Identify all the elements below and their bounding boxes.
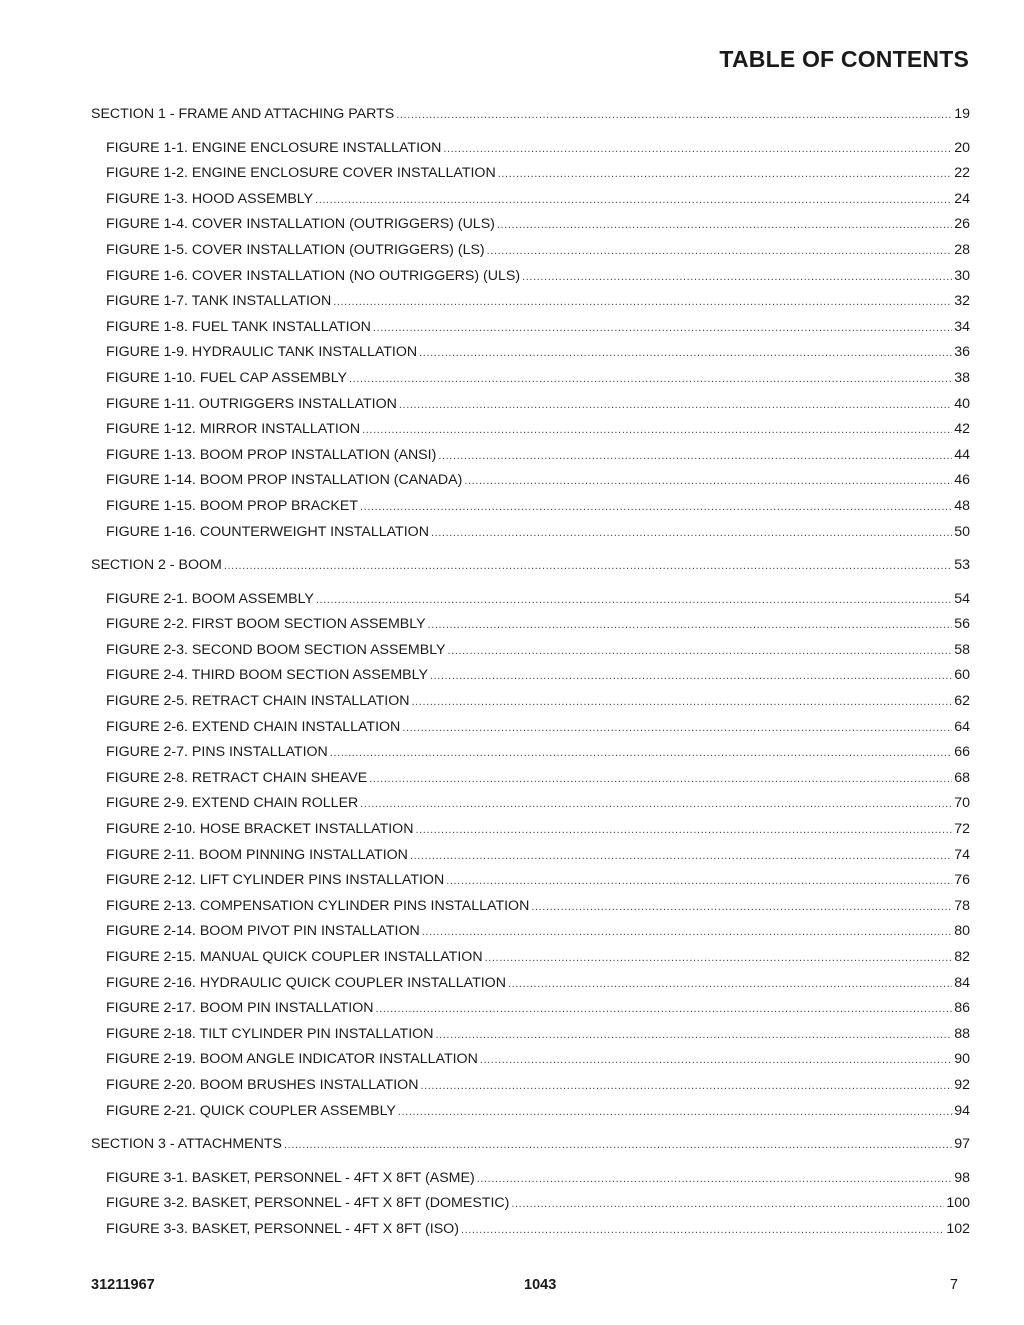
toc-entry-label: FIGURE 2-19. BOOM ANGLE INDICATOR INSTALLATION xyxy=(106,1051,478,1068)
dot-leader xyxy=(477,1173,953,1185)
dot-leader xyxy=(360,798,952,810)
toc-entry-label: FIGURE 2-21. QUICK COUPLER ASSEMBLY xyxy=(106,1102,396,1119)
toc-entry-page: 58 xyxy=(954,641,970,658)
dot-leader xyxy=(369,773,952,785)
toc-entry-label: FIGURE 2-15. MANUAL QUICK COUPLER INSTALLATION xyxy=(106,949,483,965)
toc-entry-label: FIGURE 3-3. BASKET, PERSONNEL - 4FT X 8FT (ISO) xyxy=(106,1220,459,1237)
dot-leader xyxy=(420,1080,952,1092)
toc-figure-entry[interactable] xyxy=(91,447,970,473)
dot-leader xyxy=(333,296,952,308)
toc-entry-label: FIGURE 1-11. OUTRIGGERS INSTALLATION xyxy=(106,395,397,412)
toc-entry-page: 78 xyxy=(954,897,970,914)
dot-leader xyxy=(399,399,952,411)
toc-figure-entry[interactable] xyxy=(91,1051,970,1077)
dot-leader xyxy=(362,424,952,436)
dot-leader xyxy=(402,722,952,734)
toc-entry-label: FIGURE 2-12. LIFT CYLINDER PINS INSTALLATION xyxy=(106,872,445,889)
toc-figure-entry[interactable] xyxy=(91,667,970,693)
toc-entry-page: 46 xyxy=(954,472,970,489)
toc-figure-entry[interactable] xyxy=(91,847,970,873)
dot-leader xyxy=(396,109,952,121)
toc-entry-label: FIGURE 2-9. EXTEND CHAIN ROLLER xyxy=(106,795,359,812)
toc-entry-label: FIGURE 3-2. BASKET, PERSONNEL - 4FT X 8FT (DOMESTIC) xyxy=(106,1195,510,1212)
dot-leader xyxy=(415,824,952,836)
dot-leader xyxy=(360,501,952,513)
toc-entry-page: 94 xyxy=(954,1102,970,1119)
toc-entry-label: FIGURE 1-4. COVER INSTALLATION (OUTRIGGERS) (ULS) xyxy=(106,216,495,233)
toc-entry-label: FIGURE 2-20. BOOM BRUSHES INSTALLATION xyxy=(106,1076,419,1093)
toc-entry-page: 42 xyxy=(954,421,970,438)
toc-figure-entry[interactable] xyxy=(91,872,970,898)
dot-leader xyxy=(428,619,953,631)
dot-leader xyxy=(376,1003,953,1015)
toc-entry-label: FIGURE 2-11. BOOM PINNING INSTALLATION xyxy=(106,846,408,863)
toc-entry-page: 98 xyxy=(954,1169,970,1186)
toc-entry-page: 32 xyxy=(954,293,970,310)
dot-leader xyxy=(522,271,952,283)
toc-entry-page: 86 xyxy=(954,1000,970,1017)
toc-entry-label: FIGURE 1-1. ENGINE ENCLOSURE INSTALLATION xyxy=(106,139,442,156)
toc-figure-entry[interactable] xyxy=(91,140,970,166)
toc-entry-label: FIGURE 1-6. COVER INSTALLATION (NO OUTRIGGERS) (ULS) xyxy=(106,267,521,284)
dot-leader xyxy=(485,952,953,964)
toc-entry-label: FIGURE 1-16. COUNTERWEIGHT INSTALLATION xyxy=(106,523,429,540)
toc-figure-entry[interactable] xyxy=(91,693,970,719)
dot-leader xyxy=(224,560,952,572)
toc-figure-entry[interactable] xyxy=(91,795,970,821)
toc-entry-page: 66 xyxy=(954,744,970,761)
toc-entry-page: 44 xyxy=(954,446,970,463)
toc-entry-label: FIGURE 2-6. EXTEND CHAIN INSTALLATION xyxy=(106,718,401,735)
dot-leader xyxy=(373,322,952,334)
toc-entry-label: FIGURE 1-8. FUEL TANK INSTALLATION xyxy=(106,318,371,335)
toc-figure-entry[interactable] xyxy=(91,1077,970,1103)
dot-leader xyxy=(511,1198,944,1210)
toc-entry-label: FIGURE 3-1. BASKET, PERSONNEL - 4FT X 8FT (ASME) xyxy=(106,1169,475,1186)
dot-leader xyxy=(284,1139,952,1151)
toc-entry-page: 62 xyxy=(954,693,970,710)
toc-section-entry[interactable] xyxy=(91,1136,970,1162)
dot-leader xyxy=(435,1029,952,1041)
toc-figure-entry[interactable] xyxy=(91,421,970,447)
toc-entry-page: 72 xyxy=(954,821,970,838)
dot-leader xyxy=(464,475,952,487)
dot-leader xyxy=(487,245,953,257)
toc-figure-entry[interactable] xyxy=(91,770,970,796)
toc-figure-entry[interactable] xyxy=(91,923,970,949)
dot-leader xyxy=(508,978,952,990)
dot-leader xyxy=(315,194,952,206)
toc-entry-label: FIGURE 2-16. HYDRAULIC QUICK COUPLER INSTALLATION xyxy=(106,974,506,991)
toc-figure-entry[interactable] xyxy=(91,1000,970,1026)
toc-entry-page: 68 xyxy=(954,769,970,786)
toc-figure-entry[interactable] xyxy=(91,524,970,550)
toc-entry-label: SECTION 3 - ATTACHMENTS xyxy=(91,1136,283,1153)
dot-leader xyxy=(431,527,952,539)
toc-entry-label: FIGURE 1-9. HYDRAULIC TANK INSTALLATION xyxy=(106,344,418,361)
toc-figure-entry[interactable] xyxy=(91,591,970,617)
toc-figure-entry[interactable] xyxy=(91,242,970,268)
toc-figure-entry[interactable] xyxy=(91,821,970,847)
toc-entry-label: FIGURE 1-10. FUEL CAP ASSEMBLY xyxy=(106,369,348,386)
toc-figure-entry[interactable] xyxy=(91,1170,970,1196)
dot-leader xyxy=(448,645,953,657)
toc-figure-entry[interactable] xyxy=(91,975,970,1001)
toc-entry-page: 76 xyxy=(954,872,970,889)
toc-figure-entry[interactable] xyxy=(91,642,970,668)
toc-entry-page: 20 xyxy=(954,139,970,156)
toc-entry-page: 88 xyxy=(954,1025,970,1042)
toc-figure-entry[interactable] xyxy=(91,293,970,319)
page-title: TABLE OF CONTENTS xyxy=(719,46,969,72)
toc-figure-entry[interactable] xyxy=(91,1195,970,1221)
toc-figure-entry[interactable] xyxy=(91,370,970,396)
toc-figure-entry[interactable] xyxy=(91,898,970,924)
toc-entry-label: FIGURE 1-14. BOOM PROP INSTALLATION (CANADA) xyxy=(106,472,463,489)
toc-entry-page: 100 xyxy=(946,1195,970,1212)
toc-entry-label: FIGURE 2-8. RETRACT CHAIN SHEAVE xyxy=(106,769,368,786)
toc-entry-label: FIGURE 1-12. MIRROR INSTALLATION xyxy=(106,421,361,438)
toc-entry-label: FIGURE 2-1. BOOM ASSEMBLY xyxy=(106,590,314,607)
toc-entry-label: FIGURE 2-7. PINS INSTALLATION xyxy=(106,744,328,761)
toc-entry-label: FIGURE 2-4. THIRD BOOM SECTION ASSEMBLY xyxy=(106,667,428,684)
toc-entry-page: 40 xyxy=(954,395,970,412)
toc-entry-label: SECTION 2 - BOOM xyxy=(91,557,222,574)
toc-entry-page: 53 xyxy=(954,557,970,574)
toc-figure-entry[interactable] xyxy=(91,744,970,770)
page-footer xyxy=(91,1277,970,1297)
toc-entry-label: FIGURE 2-5. RETRACT CHAIN INSTALLATION xyxy=(106,693,410,710)
toc-entry-page: 22 xyxy=(954,165,970,182)
toc-entry-label: SECTION 1 - FRAME AND ATTACHING PARTS xyxy=(91,106,395,122)
toc-entry-page: 50 xyxy=(954,523,970,540)
toc-figure-entry[interactable] xyxy=(91,472,970,498)
toc-figure-entry[interactable] xyxy=(91,396,970,422)
toc-entry-page: 82 xyxy=(954,949,970,965)
toc-entry-page: 64 xyxy=(954,718,970,735)
toc-entry-page: 90 xyxy=(954,1051,970,1068)
toc-entry-page: 74 xyxy=(954,846,970,863)
toc-entry-label: FIGURE 1-15. BOOM PROP BRACKET xyxy=(106,497,359,514)
toc-entry-label: FIGURE 1-13. BOOM PROP INSTALLATION (ANSI) xyxy=(106,446,437,463)
toc-figure-entry[interactable] xyxy=(91,165,970,191)
dot-leader xyxy=(438,450,952,462)
toc-figure-entry[interactable] xyxy=(91,1103,970,1129)
document-number: 31211967 xyxy=(91,1277,155,1293)
toc-figure-entry[interactable] xyxy=(91,268,970,294)
toc-figure-entry[interactable] xyxy=(91,319,970,345)
toc-entry-page: 70 xyxy=(954,795,970,812)
dot-leader xyxy=(419,347,952,359)
toc-figure-entry[interactable] xyxy=(91,344,970,370)
dot-leader xyxy=(461,1224,944,1236)
toc-entry-label: FIGURE 2-3. SECOND BOOM SECTION ASSEMBLY xyxy=(106,641,446,658)
toc-entry-page: 38 xyxy=(954,369,970,386)
dot-leader xyxy=(349,373,952,385)
page-number: 7 xyxy=(949,1277,958,1293)
toc-figure-entry[interactable] xyxy=(91,191,970,217)
table-of-contents xyxy=(91,106,970,1247)
toc-entry-page: 34 xyxy=(954,318,970,335)
toc-entry-page: 24 xyxy=(954,190,970,207)
dot-leader xyxy=(498,168,953,180)
toc-figure-entry[interactable] xyxy=(91,498,970,524)
toc-entry-page: 19 xyxy=(954,106,970,122)
toc-entry-label: FIGURE 2-13. COMPENSATION CYLINDER PINS INSTALLATION xyxy=(106,897,530,914)
dot-leader xyxy=(422,926,952,938)
dot-leader xyxy=(412,696,953,708)
toc-entry-label: FIGURE 2-17. BOOM PIN INSTALLATION xyxy=(106,1000,374,1017)
toc-entry-page: 60 xyxy=(954,667,970,684)
dot-leader xyxy=(430,670,952,682)
toc-figure-entry[interactable] xyxy=(91,616,970,642)
dot-leader xyxy=(410,850,952,862)
toc-figure-entry[interactable] xyxy=(91,949,970,975)
toc-entry-page: 56 xyxy=(954,616,970,633)
toc-entry-label: FIGURE 2-2. FIRST BOOM SECTION ASSEMBLY xyxy=(106,616,426,633)
toc-entry-page: 48 xyxy=(954,497,970,514)
toc-entry-page: 26 xyxy=(954,216,970,233)
toc-section-entry[interactable] xyxy=(91,106,970,132)
dot-leader xyxy=(497,219,952,231)
toc-figure-entry[interactable] xyxy=(91,1221,970,1247)
toc-entry-page: 54 xyxy=(954,590,970,607)
toc-entry-page: 102 xyxy=(946,1220,970,1237)
toc-entry-page: 28 xyxy=(954,241,970,258)
toc-figure-entry[interactable] xyxy=(91,1026,970,1052)
toc-entry-label: FIGURE 2-18. TILT CYLINDER PIN INSTALLATION xyxy=(106,1025,434,1042)
toc-entry-page: 36 xyxy=(954,344,970,361)
toc-entry-label: FIGURE 2-10. HOSE BRACKET INSTALLATION xyxy=(106,821,414,838)
toc-entry-page: 80 xyxy=(954,923,970,940)
dot-leader xyxy=(531,901,952,913)
toc-entry-label: FIGURE 1-2. ENGINE ENCLOSURE COVER INSTALLATION xyxy=(106,165,496,182)
toc-entry-page: 30 xyxy=(954,267,970,284)
toc-entry-page: 92 xyxy=(954,1076,970,1093)
toc-entry-page: 84 xyxy=(954,974,970,991)
toc-figure-entry[interactable] xyxy=(91,216,970,242)
toc-entry-label: FIGURE 1-5. COVER INSTALLATION (OUTRIGGERS) (LS) xyxy=(106,241,485,258)
toc-entry-label: FIGURE 2-14. BOOM PIVOT PIN INSTALLATION xyxy=(106,923,420,940)
dot-leader xyxy=(480,1054,952,1066)
toc-entry-label: FIGURE 1-3. HOOD ASSEMBLY xyxy=(106,190,314,207)
dot-leader xyxy=(330,747,952,759)
model-number: 1043 xyxy=(524,1277,557,1293)
toc-entry-page: 97 xyxy=(954,1136,970,1153)
toc-section-entry[interactable] xyxy=(91,557,970,583)
toc-entry-label: FIGURE 1-7. TANK INSTALLATION xyxy=(106,293,332,310)
dot-leader xyxy=(398,1106,952,1118)
dot-leader xyxy=(446,875,952,887)
toc-figure-entry[interactable] xyxy=(91,719,970,745)
dot-leader xyxy=(443,143,952,155)
dot-leader xyxy=(316,594,952,606)
